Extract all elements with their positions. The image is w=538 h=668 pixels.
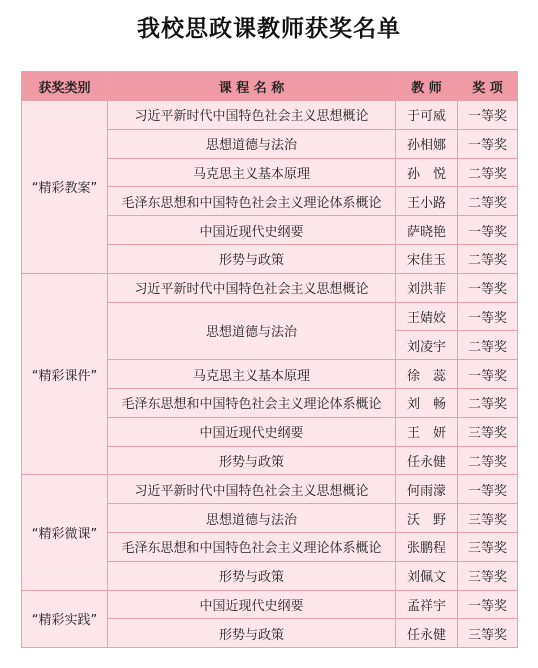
header-teacher: 教 师 [396,72,458,101]
course-cell: 中国近现代史纲要 [108,216,396,245]
table-row [22,101,518,130]
table-row [22,590,518,619]
page-title: 我校思政课教师获奖名单 [137,15,401,42]
category-cell: “精彩实践” [22,590,108,648]
prize-cell: 一等奖 [458,360,518,389]
course-cell: 中国近现代史纲要 [108,417,396,446]
prize-cell: 三等奖 [458,532,518,561]
teacher-cell: 刘佩文 [396,561,458,590]
prize-cell: 三等奖 [458,561,518,590]
teacher-cell: 任永健 [396,619,458,648]
prize-cell: 二等奖 [458,388,518,417]
table-row [22,475,518,504]
course-cell: 形势与政策 [108,244,396,273]
prize-cell: 一等奖 [458,216,518,245]
teacher-cell: 任永健 [396,446,458,475]
teacher-cell: 孙相娜 [396,129,458,158]
category-cell: “精彩教案” [22,101,108,274]
course-cell: 毛泽东思想和中国特色社会主义理论体系概论 [108,187,396,216]
teacher-cell: 孟祥宇 [396,590,458,619]
course-cell: 毛泽东思想和中国特色社会主义理论体系概论 [108,532,396,561]
header-course: 课 程 名 称 [108,72,396,101]
course-cell: 形势与政策 [108,619,396,648]
teacher-cell: 于可威 [396,101,458,130]
prize-cell: 三等奖 [458,417,518,446]
course-cell: 形势与政策 [108,561,396,590]
course-cell: 思想道德与法治 [108,504,396,533]
teacher-cell: 王婧姣 [396,302,458,331]
header-prize: 奖 项 [458,72,518,101]
course-cell: 中国近现代史纲要 [108,590,396,619]
prize-cell: 二等奖 [458,331,518,360]
table-row [22,273,518,302]
prize-cell: 一等奖 [458,273,518,302]
teacher-cell: 孙 悦 [396,158,458,187]
teacher-cell: 王 妍 [396,417,458,446]
course-cell: 马克思主义基本原理 [108,360,396,389]
course-cell: 习近平新时代中国特色社会主义思想概论 [108,273,396,302]
course-cell: 马克思主义基本原理 [108,158,396,187]
category-cell: “精彩微课” [22,475,108,590]
teacher-cell: 沃 野 [396,504,458,533]
prize-cell: 三等奖 [458,619,518,648]
teacher-cell: 宋佳玉 [396,244,458,273]
prize-cell: 一等奖 [458,302,518,331]
course-cell: 思想道德与法治 [108,302,396,360]
course-cell: 形势与政策 [108,446,396,475]
teacher-cell: 何雨濛 [396,475,458,504]
prize-cell: 一等奖 [458,129,518,158]
teacher-cell: 萨晓艳 [396,216,458,245]
prize-cell: 二等奖 [458,187,518,216]
teacher-cell: 刘 畅 [396,388,458,417]
award-table [21,71,518,648]
course-cell: 习近平新时代中国特色社会主义思想概论 [108,101,396,130]
course-cell: 习近平新时代中国特色社会主义思想概论 [108,475,396,504]
course-cell: 毛泽东思想和中国特色社会主义理论体系概论 [108,388,396,417]
header-category: 获奖类别 [22,72,108,101]
prize-cell: 二等奖 [458,446,518,475]
prize-cell: 一等奖 [458,590,518,619]
course-cell: 思想道德与法治 [108,129,396,158]
category-cell: “精彩课件” [22,273,108,475]
prize-cell: 一等奖 [458,101,518,130]
table-header-row [22,72,518,101]
teacher-cell: 刘凌宇 [396,331,458,360]
teacher-cell: 张鹏程 [396,532,458,561]
teacher-cell: 王小路 [396,187,458,216]
teacher-cell: 徐 蕊 [396,360,458,389]
prize-cell: 一等奖 [458,475,518,504]
prize-cell: 二等奖 [458,158,518,187]
prize-cell: 三等奖 [458,504,518,533]
prize-cell: 二等奖 [458,244,518,273]
teacher-cell: 刘洪菲 [396,273,458,302]
